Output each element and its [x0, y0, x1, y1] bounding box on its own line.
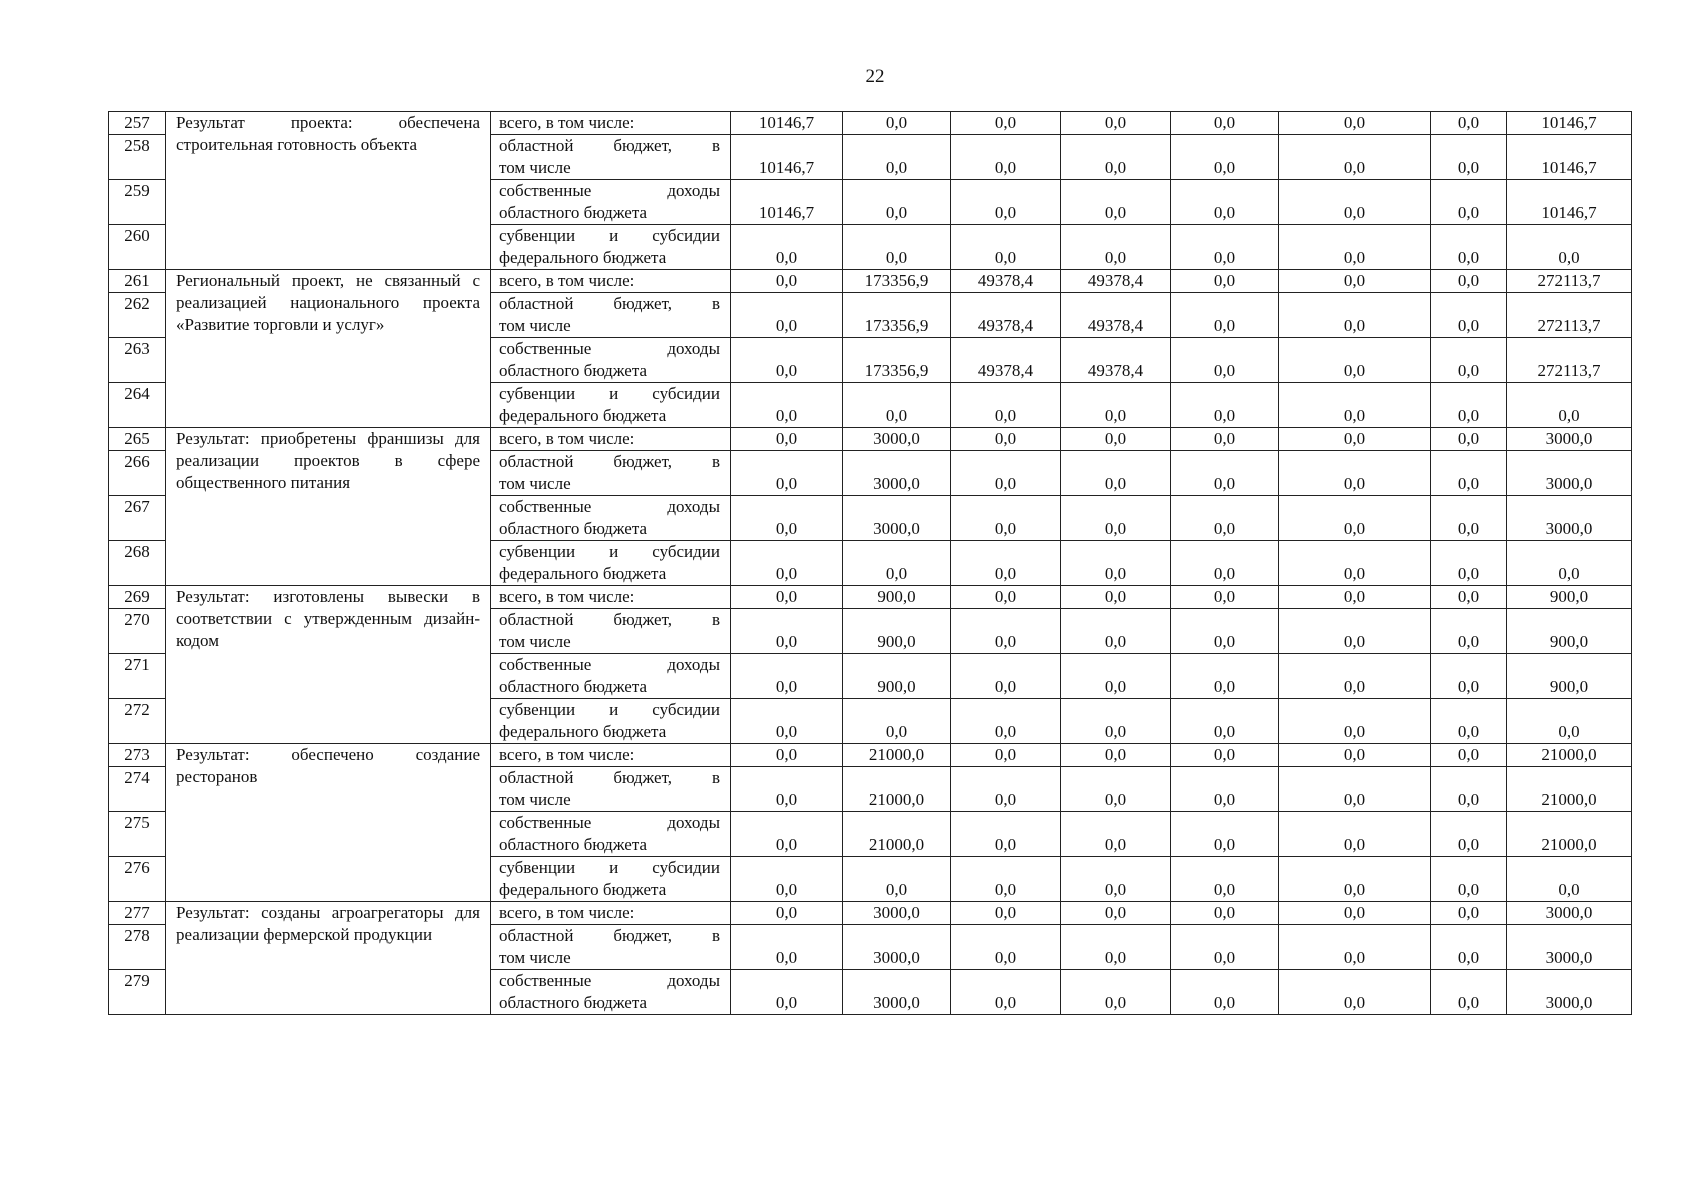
value-cell: 0,0 — [1279, 496, 1431, 541]
value-cell: 49378,4 — [1061, 270, 1171, 293]
value-cell: 0,0 — [1171, 857, 1279, 902]
value-cell: 0,0 — [1171, 541, 1279, 586]
value-cell: 0,0 — [1431, 925, 1507, 970]
value-cell: 0,0 — [1279, 609, 1431, 654]
value-cell: 0,0 — [1279, 180, 1431, 225]
value-cell: 0,0 — [1431, 180, 1507, 225]
value-cell: 0,0 — [1431, 812, 1507, 857]
table-row — [109, 586, 1632, 609]
value-cell: 0,0 — [1279, 812, 1431, 857]
value-cell: 3000,0 — [1507, 925, 1632, 970]
value-cell: 0,0 — [731, 744, 843, 767]
row-number: 265 — [109, 428, 166, 451]
funding-source: всего, в том числе: — [491, 902, 731, 925]
funding-source: субвенции и субсидии федерального бюджета — [491, 225, 731, 270]
value-cell: 0,0 — [843, 225, 951, 270]
value-cell: 0,0 — [843, 180, 951, 225]
funding-source: собственные доходы областного бюджета — [491, 654, 731, 699]
value-cell: 0,0 — [1431, 383, 1507, 428]
value-cell: 0,0 — [951, 586, 1061, 609]
value-cell: 0,0 — [1171, 767, 1279, 812]
funding-source: областной бюджет, в том числе — [491, 925, 731, 970]
value-cell: 0,0 — [1171, 586, 1279, 609]
value-cell: 173356,9 — [843, 338, 951, 383]
value-cell: 0,0 — [951, 857, 1061, 902]
value-cell: 21000,0 — [843, 812, 951, 857]
value-cell: 0,0 — [1279, 135, 1431, 180]
row-number: 276 — [109, 857, 166, 902]
value-cell: 0,0 — [1507, 541, 1632, 586]
funding-source: субвенции и субсидии федерального бюджета — [491, 383, 731, 428]
row-number: 261 — [109, 270, 166, 293]
value-cell: 0,0 — [1431, 112, 1507, 135]
value-cell: 3000,0 — [843, 902, 951, 925]
value-cell: 0,0 — [1431, 857, 1507, 902]
value-cell: 0,0 — [1279, 451, 1431, 496]
value-cell: 0,0 — [731, 925, 843, 970]
value-cell: 173356,9 — [843, 293, 951, 338]
table-row — [109, 270, 1632, 293]
value-cell: 0,0 — [951, 902, 1061, 925]
row-description: Результат проекта: обеспечена строительная готовность объекта — [166, 112, 491, 270]
row-number: 257 — [109, 112, 166, 135]
value-cell: 0,0 — [1061, 812, 1171, 857]
funding-source: всего, в том числе: — [491, 744, 731, 767]
table-row — [109, 902, 1632, 925]
value-cell: 3000,0 — [843, 496, 951, 541]
value-cell: 0,0 — [1279, 428, 1431, 451]
value-cell: 0,0 — [951, 428, 1061, 451]
funding-source: собственные доходы областного бюджета — [491, 180, 731, 225]
value-cell: 3000,0 — [1507, 970, 1632, 1015]
value-cell: 0,0 — [1431, 767, 1507, 812]
row-number: 270 — [109, 609, 166, 654]
value-cell: 0,0 — [1061, 180, 1171, 225]
value-cell: 10146,7 — [731, 112, 843, 135]
value-cell: 0,0 — [1431, 135, 1507, 180]
value-cell: 0,0 — [1279, 541, 1431, 586]
value-cell: 0,0 — [1171, 180, 1279, 225]
row-number: 272 — [109, 699, 166, 744]
value-cell: 0,0 — [951, 699, 1061, 744]
value-cell: 0,0 — [731, 541, 843, 586]
value-cell: 0,0 — [1279, 270, 1431, 293]
row-description: Результат: изготовлены вывески в соответствии с утвержденным дизайн-кодом — [166, 586, 491, 744]
value-cell: 0,0 — [1171, 744, 1279, 767]
value-cell: 900,0 — [1507, 586, 1632, 609]
value-cell: 0,0 — [843, 135, 951, 180]
value-cell: 21000,0 — [843, 744, 951, 767]
value-cell: 0,0 — [1431, 225, 1507, 270]
funding-source: всего, в том числе: — [491, 586, 731, 609]
value-cell: 272113,7 — [1507, 270, 1632, 293]
value-cell: 3000,0 — [843, 428, 951, 451]
row-number: 269 — [109, 586, 166, 609]
value-cell: 21000,0 — [1507, 812, 1632, 857]
value-cell: 0,0 — [731, 225, 843, 270]
funding-source: областной бюджет, в том числе — [491, 293, 731, 338]
value-cell: 0,0 — [1171, 699, 1279, 744]
value-cell: 0,0 — [1171, 902, 1279, 925]
value-cell: 0,0 — [951, 451, 1061, 496]
value-cell: 900,0 — [1507, 654, 1632, 699]
value-cell: 0,0 — [1279, 970, 1431, 1015]
value-cell: 3000,0 — [1507, 451, 1632, 496]
row-number: 268 — [109, 541, 166, 586]
value-cell: 0,0 — [951, 744, 1061, 767]
value-cell: 0,0 — [1171, 451, 1279, 496]
value-cell: 49378,4 — [1061, 338, 1171, 383]
funding-source: собственные доходы областного бюджета — [491, 970, 731, 1015]
value-cell: 0,0 — [951, 225, 1061, 270]
value-cell: 3000,0 — [843, 451, 951, 496]
row-number: 274 — [109, 767, 166, 812]
value-cell: 0,0 — [1061, 541, 1171, 586]
funding-source: собственные доходы областного бюджета — [491, 812, 731, 857]
value-cell: 0,0 — [951, 112, 1061, 135]
value-cell: 0,0 — [731, 699, 843, 744]
value-cell: 0,0 — [1171, 812, 1279, 857]
funding-source: субвенции и субсидии федерального бюджета — [491, 541, 731, 586]
value-cell: 10146,7 — [1507, 180, 1632, 225]
value-cell: 0,0 — [951, 541, 1061, 586]
value-cell: 0,0 — [1431, 428, 1507, 451]
row-description: Результат: приобретены франшизы для реализации проектов в сфере общественного питания — [166, 428, 491, 586]
value-cell: 0,0 — [1171, 609, 1279, 654]
value-cell: 0,0 — [731, 270, 843, 293]
value-cell: 0,0 — [731, 451, 843, 496]
value-cell: 0,0 — [731, 338, 843, 383]
value-cell: 0,0 — [1279, 338, 1431, 383]
value-cell: 0,0 — [731, 857, 843, 902]
funding-source: собственные доходы областного бюджета — [491, 338, 731, 383]
value-cell: 0,0 — [1171, 970, 1279, 1015]
row-number: 271 — [109, 654, 166, 699]
row-number: 273 — [109, 744, 166, 767]
value-cell: 0,0 — [843, 383, 951, 428]
value-cell: 0,0 — [951, 970, 1061, 1015]
value-cell: 0,0 — [951, 383, 1061, 428]
value-cell: 0,0 — [1061, 451, 1171, 496]
value-cell: 0,0 — [1507, 225, 1632, 270]
value-cell: 0,0 — [1171, 225, 1279, 270]
funding-source: всего, в том числе: — [491, 112, 731, 135]
row-number: 275 — [109, 812, 166, 857]
value-cell: 900,0 — [1507, 609, 1632, 654]
value-cell: 0,0 — [1431, 293, 1507, 338]
value-cell: 0,0 — [951, 812, 1061, 857]
value-cell: 0,0 — [1171, 293, 1279, 338]
row-description: Результат: созданы агроагрегаторы для реализации фермерской продукции — [166, 902, 491, 1015]
page-number: 22 — [865, 66, 885, 87]
value-cell: 0,0 — [1171, 428, 1279, 451]
value-cell: 0,0 — [1061, 428, 1171, 451]
value-cell: 0,0 — [843, 112, 951, 135]
value-cell: 0,0 — [1279, 112, 1431, 135]
value-cell: 0,0 — [1061, 135, 1171, 180]
value-cell: 173356,9 — [843, 270, 951, 293]
value-cell: 0,0 — [731, 293, 843, 338]
value-cell: 0,0 — [731, 428, 843, 451]
value-cell: 0,0 — [1431, 744, 1507, 767]
value-cell: 0,0 — [1061, 383, 1171, 428]
value-cell: 0,0 — [1279, 293, 1431, 338]
value-cell: 0,0 — [731, 496, 843, 541]
funding-source: областной бюджет, в том числе — [491, 135, 731, 180]
value-cell: 0,0 — [1279, 699, 1431, 744]
value-cell: 0,0 — [1507, 699, 1632, 744]
value-cell: 272113,7 — [1507, 338, 1632, 383]
row-number: 263 — [109, 338, 166, 383]
value-cell: 0,0 — [731, 383, 843, 428]
value-cell: 0,0 — [1061, 609, 1171, 654]
value-cell: 0,0 — [1061, 586, 1171, 609]
value-cell: 3000,0 — [843, 970, 951, 1015]
value-cell: 0,0 — [1431, 902, 1507, 925]
value-cell: 0,0 — [1061, 970, 1171, 1015]
funding-source: всего, в том числе: — [491, 270, 731, 293]
value-cell: 0,0 — [1507, 857, 1632, 902]
value-cell: 0,0 — [1431, 270, 1507, 293]
value-cell: 0,0 — [731, 812, 843, 857]
value-cell: 0,0 — [1279, 767, 1431, 812]
value-cell: 0,0 — [951, 496, 1061, 541]
value-cell: 0,0 — [1431, 586, 1507, 609]
value-cell: 0,0 — [1061, 112, 1171, 135]
value-cell: 0,0 — [1431, 970, 1507, 1015]
row-number: 278 — [109, 925, 166, 970]
row-number: 259 — [109, 180, 166, 225]
funding-source: субвенции и субсидии федерального бюджета — [491, 857, 731, 902]
row-number: 258 — [109, 135, 166, 180]
value-cell: 0,0 — [731, 767, 843, 812]
value-cell: 0,0 — [1279, 902, 1431, 925]
value-cell: 0,0 — [1279, 744, 1431, 767]
value-cell: 0,0 — [731, 654, 843, 699]
value-cell: 0,0 — [1279, 383, 1431, 428]
value-cell: 0,0 — [951, 654, 1061, 699]
value-cell: 0,0 — [1171, 654, 1279, 699]
budget-table — [108, 111, 1632, 1015]
value-cell: 49378,4 — [951, 270, 1061, 293]
funding-source: областной бюджет, в том числе — [491, 767, 731, 812]
value-cell: 0,0 — [1279, 225, 1431, 270]
value-cell: 0,0 — [951, 609, 1061, 654]
value-cell: 0,0 — [1171, 383, 1279, 428]
value-cell: 0,0 — [731, 586, 843, 609]
table-row — [109, 112, 1632, 135]
value-cell: 0,0 — [1061, 767, 1171, 812]
value-cell: 0,0 — [951, 180, 1061, 225]
value-cell: 0,0 — [1171, 135, 1279, 180]
value-cell: 0,0 — [1061, 225, 1171, 270]
value-cell: 49378,4 — [951, 293, 1061, 338]
value-cell: 49378,4 — [951, 338, 1061, 383]
funding-source: субвенции и субсидии федерального бюджета — [491, 699, 731, 744]
value-cell: 272113,7 — [1507, 293, 1632, 338]
value-cell: 3000,0 — [1507, 428, 1632, 451]
funding-source: всего, в том числе: — [491, 428, 731, 451]
value-cell: 3000,0 — [1507, 496, 1632, 541]
value-cell: 0,0 — [1171, 338, 1279, 383]
value-cell: 0,0 — [1279, 654, 1431, 699]
value-cell: 0,0 — [1279, 857, 1431, 902]
value-cell: 0,0 — [1171, 112, 1279, 135]
value-cell: 0,0 — [1061, 744, 1171, 767]
value-cell: 0,0 — [731, 970, 843, 1015]
value-cell: 0,0 — [1279, 586, 1431, 609]
value-cell: 0,0 — [1431, 451, 1507, 496]
value-cell: 0,0 — [843, 699, 951, 744]
value-cell: 0,0 — [1431, 496, 1507, 541]
value-cell: 10146,7 — [731, 180, 843, 225]
value-cell: 49378,4 — [1061, 293, 1171, 338]
value-cell: 0,0 — [1431, 609, 1507, 654]
value-cell: 0,0 — [843, 541, 951, 586]
row-number: 262 — [109, 293, 166, 338]
row-description: Региональный проект, не связанный с реализацией национального проекта «Развитие торговли и услуг» — [166, 270, 491, 428]
value-cell: 3000,0 — [1507, 902, 1632, 925]
table-body — [109, 112, 1632, 1015]
value-cell: 0,0 — [1171, 925, 1279, 970]
value-cell: 0,0 — [1171, 496, 1279, 541]
value-cell: 0,0 — [1061, 857, 1171, 902]
value-cell: 0,0 — [731, 902, 843, 925]
row-number: 267 — [109, 496, 166, 541]
row-number: 277 — [109, 902, 166, 925]
row-number: 266 — [109, 451, 166, 496]
value-cell: 0,0 — [731, 609, 843, 654]
value-cell: 10146,7 — [731, 135, 843, 180]
value-cell: 0,0 — [1061, 925, 1171, 970]
row-number: 279 — [109, 970, 166, 1015]
value-cell: 0,0 — [1431, 654, 1507, 699]
value-cell: 0,0 — [1507, 383, 1632, 428]
funding-source: областной бюджет, в том числе — [491, 451, 731, 496]
funding-source: областной бюджет, в том числе — [491, 609, 731, 654]
value-cell: 21000,0 — [1507, 767, 1632, 812]
value-cell: 10146,7 — [1507, 112, 1632, 135]
row-number: 264 — [109, 383, 166, 428]
table-row — [109, 428, 1632, 451]
value-cell: 21000,0 — [1507, 744, 1632, 767]
value-cell: 0,0 — [1061, 902, 1171, 925]
value-cell: 900,0 — [843, 609, 951, 654]
row-number: 260 — [109, 225, 166, 270]
funding-source: собственные доходы областного бюджета — [491, 496, 731, 541]
value-cell: 0,0 — [1171, 270, 1279, 293]
value-cell: 0,0 — [951, 925, 1061, 970]
value-cell: 900,0 — [843, 654, 951, 699]
value-cell: 0,0 — [1061, 699, 1171, 744]
value-cell: 10146,7 — [1507, 135, 1632, 180]
value-cell: 21000,0 — [843, 767, 951, 812]
value-cell: 900,0 — [843, 586, 951, 609]
value-cell: 0,0 — [1061, 496, 1171, 541]
value-cell: 3000,0 — [843, 925, 951, 970]
value-cell: 0,0 — [1431, 338, 1507, 383]
table-row — [109, 744, 1632, 767]
value-cell: 0,0 — [951, 135, 1061, 180]
value-cell: 0,0 — [1279, 925, 1431, 970]
value-cell: 0,0 — [843, 857, 951, 902]
value-cell: 0,0 — [1431, 699, 1507, 744]
value-cell: 0,0 — [951, 767, 1061, 812]
value-cell: 0,0 — [1061, 654, 1171, 699]
row-description: Результат: обеспечено создание ресторанов — [166, 744, 491, 902]
value-cell: 0,0 — [1431, 541, 1507, 586]
